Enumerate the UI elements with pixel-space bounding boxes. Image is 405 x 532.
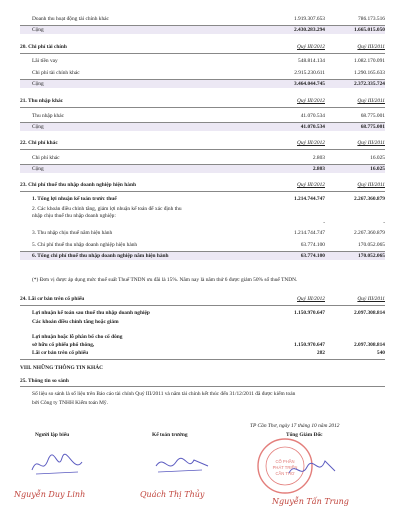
comparison-paragraph-cont: bởi Công ty TNHH Kiểm toán Mỹ. (32, 400, 108, 406)
row-value-2012: 1.150.970.647 (294, 342, 325, 348)
comparison-paragraph: Số liệu so sánh là số liệu trên Báo cáo tài chính Quý III/2011 và năm tài chính kết thúc đến 31/12/2011 đã được kiểm toán (32, 391, 296, 397)
total-label: Cộng (32, 166, 44, 172)
director-title: Tổng Giám Đốc (286, 432, 323, 438)
total-2011: 68.775.001 (360, 124, 385, 130)
divider (20, 359, 385, 360)
accountant-name: Quách Thị Thủy (140, 490, 205, 499)
divider (20, 191, 385, 192)
header-2012: Quý III/2012 (297, 296, 325, 302)
row-value-2012: - (323, 220, 325, 226)
row-label: Lợi nhuận kế toán sau thuế thu nhập doanh nghiệp (32, 310, 150, 316)
header-2011: Quý III/2011 (357, 44, 385, 50)
row-value-2011: 170.052.065 (358, 242, 385, 248)
row-value-2012: 1.214.744.747 (294, 230, 325, 236)
header-2011: Quý III/2011 (357, 98, 385, 104)
divider (20, 305, 385, 306)
section-20-title: 20. Chi phí tài chính (20, 44, 67, 50)
row-value-2011: 2.097.308.814 (354, 310, 385, 316)
total-label: Cộng (32, 81, 44, 87)
row-label: 2. Các khoản điều chỉnh tăng, giảm lợi nhuận kế toán để xác định thu (32, 206, 182, 212)
header-2011: Quý III/2011 (357, 296, 385, 302)
row-label: Chi phí tài chính khác (32, 70, 80, 76)
accountant-title: Kế toán trưởng (152, 432, 188, 438)
director-signature (285, 455, 340, 485)
preparer-title: Người lập biểu (35, 432, 70, 438)
divider (20, 386, 385, 387)
row-label: Chi phí khác (32, 155, 60, 161)
row-value-2012: 282 (316, 350, 325, 356)
row-label: 6. Tổng chi phí thuế thu nhập doanh nghiệp năm hiện hành (32, 253, 169, 259)
row-value-2011: 1.082.170.091 (354, 58, 385, 64)
preparer-name: Nguyễn Duy Linh (14, 490, 86, 499)
total-2012: 2.430.283.294 (294, 27, 325, 33)
row-value-2011: 2.097.308.814 (354, 342, 385, 348)
row-value-2011: - (383, 220, 385, 226)
section-21-title: 21. Thu nhập khác (20, 98, 64, 104)
total-label: Cộng (32, 124, 44, 130)
divider (20, 107, 385, 108)
row-label-cont: nhập chịu thuế thu nhập doanh nghiệp: (32, 213, 116, 219)
row-value-2012: 2.803 (312, 155, 325, 161)
section-22-title: 22. Chi phí khác (20, 140, 58, 146)
total-label: Cộng (32, 27, 44, 33)
section-24-title: 24. Lãi cơ bản trên cổ phiếu (20, 296, 85, 302)
row-value-2012: 63.774.100 (300, 242, 325, 248)
tax-note: (*) Đơn vị được áp dụng mức thuế suất Thuế TNDN ưu đãi là 15%. Năm nay là năm thứ 6 được giảm 50% số thuế TNDN. (32, 277, 298, 283)
row-value-2011: 16.025 (370, 155, 385, 161)
row-value-2011: 68.775.001 (360, 113, 385, 119)
row-value-2012: 1.214.744.747 (294, 196, 325, 202)
director-name: Nguyễn Tấn Trung (272, 497, 349, 506)
row-label: Lãi cơ bản trên cổ phiếu (32, 350, 89, 356)
row-value-2011: 786.173.516 (358, 16, 385, 22)
row-label: Các khoản điều chỉnh tăng hoặc giảm (32, 319, 119, 325)
accountant-signature (152, 452, 212, 478)
total-2012: 2.803 (312, 166, 325, 172)
preparer-signature (28, 450, 88, 480)
row-value-2012: 63.774.100 (300, 253, 325, 259)
header-2012: Quý III/2012 (297, 140, 325, 146)
total-2012: 41.070.534 (300, 124, 325, 130)
row-value-2011: 1.290.165.633 (354, 70, 385, 76)
row-value-2011: 2.267.360.879 (354, 196, 385, 202)
total-2011: 2.372.335.724 (354, 81, 385, 87)
header-2012: Quý III/2012 (297, 98, 325, 104)
row-value-2012: 1.919.307.653 (294, 16, 325, 22)
row-label: Lãi tiền vay (32, 58, 58, 64)
row-value-2011: 540 (376, 350, 385, 356)
row-value-2012: 1.150.970.647 (294, 310, 325, 316)
total-2011: 1.665.015.050 (354, 27, 385, 33)
place-date: TP Cần Thơ, ngày 17 tháng 10 năm 2012 (250, 423, 340, 429)
divider (20, 53, 385, 54)
svg-text:PHÁT TRIỂN: PHÁT TRIỂN (272, 465, 298, 470)
row-value-2012: 2.915.230.611 (294, 70, 325, 76)
row-label: Lợi nhuận hoặc lỗ phân bổ cho cổ đông (32, 334, 123, 340)
header-2011: Quý III/2011 (357, 182, 385, 188)
divider (20, 149, 385, 150)
header-2011: Quý III/2011 (357, 140, 385, 146)
section-25-title: 25. Thông tin so sánh (20, 378, 69, 384)
row-label: 3. Thu nhập chịu thuế năm hiện hành (32, 230, 113, 236)
svg-text:CẦN THƠ: CẦN THƠ (275, 471, 295, 476)
row-value-2012: 548.814.134 (298, 58, 325, 64)
total-2011: 16.025 (370, 166, 385, 172)
row-label: 5. Chi phí thuế thu nhập doanh nghiệp hiện hành (32, 242, 138, 248)
row-label: Thu nhập khác (32, 113, 65, 119)
row-label: sở hữu cổ phiếu phổ thông, (32, 342, 95, 348)
header-2012: Quý III/2012 (297, 44, 325, 50)
section-viii-title: VIII. NHỮNG THÔNG TIN KHÁC (20, 365, 104, 371)
row-value-2012: 41.070.534 (300, 113, 325, 119)
section-23-title: 23. Chi phí thuế thu nhập doanh nghiệp hiện hành (20, 182, 136, 188)
header-2012: Quý III/2012 (297, 182, 325, 188)
row-label: Doanh thu hoạt động tài chính khác (32, 16, 109, 22)
svg-text:CỔ PHẦN: CỔ PHẦN (275, 459, 295, 464)
row-label: 1. Tổng lợi nhuận kế toán trước thuế (32, 196, 117, 202)
total-2012: 3.464.044.745 (294, 81, 325, 87)
row-value-2011: 2.267.360.879 (354, 230, 385, 236)
row-value-2011: 170.052.065 (358, 253, 385, 259)
